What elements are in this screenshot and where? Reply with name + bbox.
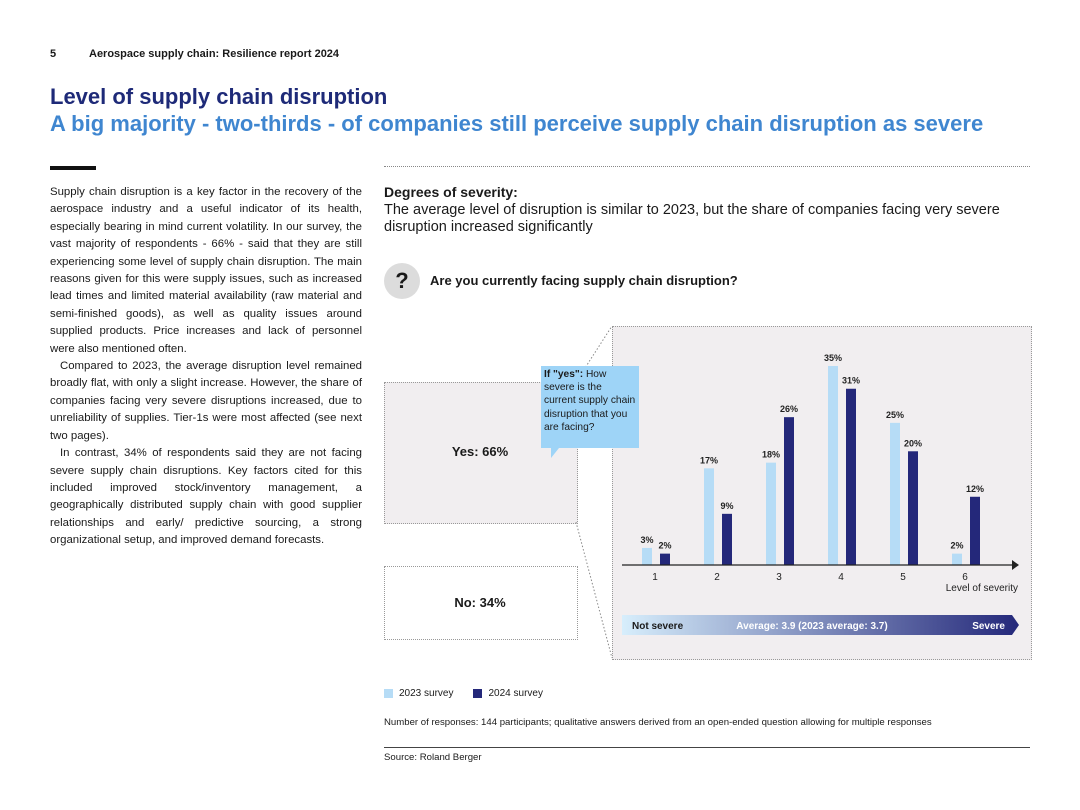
chart-legend [384, 688, 543, 699]
connector-line-bottom [576, 522, 612, 658]
bar-2024-survey-level-6 [970, 497, 980, 565]
scale-label-severe: Severe [972, 621, 1005, 632]
bar-2023-survey-level-5 [890, 423, 900, 565]
legend-swatch-2023 [384, 689, 393, 698]
bar-2024-survey-level-2 [722, 514, 732, 565]
bar-2024-survey-level-3 [784, 417, 794, 565]
x-tick-label-5: 5 [900, 572, 906, 583]
no-answer-label: No: 34% [454, 595, 506, 610]
bar-2023-survey-level-1 [642, 548, 652, 565]
data-label-2023-survey-level-3: 18% [761, 449, 781, 460]
x-tick-label-4: 4 [838, 572, 844, 583]
severity-description: The average level of disruption is similar to 2023, but the share of companies facing very severe disruption increased significantly [384, 202, 1000, 235]
page-title: Level of supply chain disruption [50, 84, 388, 109]
x-tick-label-6: 6 [962, 572, 968, 583]
callout-bold: If "yes": [544, 369, 584, 380]
footnote: Number of responses: 144 participants; qualitative answers derived from an open-ended question allowing for multiple responses [384, 717, 932, 728]
bar-2024-survey-level-1 [660, 554, 670, 565]
legend-label-2023: 2023 survey [399, 688, 454, 699]
severity-title: Degrees of severity: [384, 184, 518, 200]
data-label-2023-survey-level-4: 35% [823, 353, 843, 363]
question-icon: ? [384, 263, 420, 299]
data-label-2024-survey-level-2: 9% [720, 500, 734, 511]
legend-label-2024: 2024 survey [488, 688, 543, 699]
scale-label-average: Average: 3.9 (2023 average: 3.7) [736, 621, 888, 632]
callout-tail [551, 448, 559, 458]
data-label-2023-survey-level-6: 2% [950, 540, 964, 551]
data-label-2024-survey-level-3: 26% [779, 404, 799, 415]
yes-answer-label: Yes: 66% [451, 444, 509, 459]
source-note: Source: Roland Berger [384, 752, 482, 763]
page-number: 5 [50, 48, 57, 60]
bar-2023-survey-level-6 [952, 554, 962, 565]
bar-2023-survey-level-2 [704, 468, 714, 565]
data-label-2024-survey-level-1: 2% [658, 540, 672, 551]
data-label-2024-survey-level-4: 31% [841, 375, 861, 386]
question-text: Are you currently facing supply chain disruption? [430, 273, 738, 288]
callout-text: How severe is the current supply chain disruption that you are facing? [544, 369, 636, 433]
x-tick-label-1: 1 [652, 572, 658, 583]
data-label-2023-survey-level-1: 3% [640, 534, 654, 545]
bar-2024-survey-level-5 [908, 451, 918, 565]
data-label-2024-survey-level-6: 12% [965, 483, 985, 494]
bar-2023-survey-level-4 [828, 366, 838, 565]
scale-label-not-severe: Not severe [632, 621, 684, 632]
x-axis-label: Level of severity [945, 583, 1018, 594]
x-tick-label-3: 3 [776, 572, 782, 583]
x-tick-label-2: 2 [714, 572, 720, 583]
severity-bar-chart [612, 326, 1030, 658]
legend-swatch-2024 [473, 689, 482, 698]
data-label-2024-survey-level-5: 20% [903, 438, 923, 449]
bar-2024-survey-level-4 [846, 389, 856, 565]
data-label-2023-survey-level-2: 17% [699, 455, 719, 466]
data-label-2023-survey-level-5: 25% [885, 409, 905, 420]
document-title: Aerospace supply chain: Resilience report 2024 [89, 48, 340, 60]
page-subtitle: A big majority - two-thirds - of companies still perceive supply chain disruption as severe [50, 111, 984, 136]
bar-2023-survey-level-3 [766, 463, 776, 565]
body-paragraph-3: In contrast, 34% of respondents said they are not facing severe supply chain disruptions. Key factors cited for this included improved stock/inventory management, a geographically distributed supply chain with good supplier relationships and early/ predictive sourcing, a strong organizational setup, and improved demand forecasts. [50, 447, 362, 547]
callout-box [541, 366, 639, 448]
body-paragraph-1: Supply chain disruption is a key factor in the recovery of the aerospace industry and a useful indicator of its health, especially bearing in mind current volatility. In our survey, the vast majority of respondents - 66% - said that they are still experiencing some level of supply chain disruption. The main reasons given for this were supply issues, such as increased lead times and limited material availability (raw material and semi-finished goods), as well as quality issues around supplied products. Price increases and lack of personnel were also mentioned often. [50, 186, 362, 355]
x-axis-arrow-icon [1012, 560, 1019, 570]
body-paragraph-2: Compared to 2023, the average disruption level remained broadly flat, with only a slight increase. However, the share of companies facing very severe disruptions increased, due to unreliability of supplies. Tier-1s were most affected (see next two pages). [50, 360, 362, 442]
source-divider [384, 747, 1030, 748]
